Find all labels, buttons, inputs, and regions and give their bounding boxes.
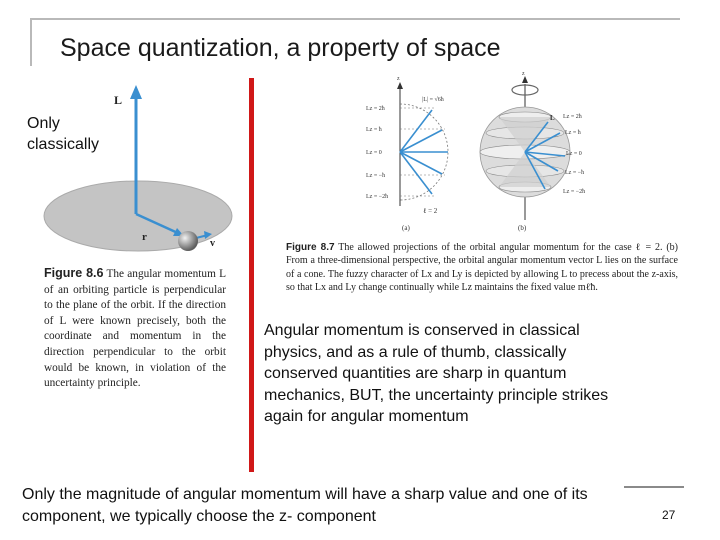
- figure-8-7-heading: Figure 8.7: [286, 242, 335, 253]
- magnitude-label: |L| = √6ħ: [422, 97, 444, 103]
- figure-8-7-text: The allowed projections of the orbital angular momentum for the case ℓ = 2. (b) From a three-dimensional perspective, the orbital angular momentum vector L lies on the surface of a cone. The fuzzy character of Lx and Ly is depicted by allowing L to precess about the z-axis, so that Lx and Ly change continually while Lz maintains the fixed value mℓħ.: [286, 242, 678, 293]
- page-number: 27: [662, 508, 676, 522]
- figure-8-7-illustration: [360, 70, 590, 238]
- figure-8-7-panel-a: [366, 76, 448, 232]
- left-level-4: Lz = −2ħ: [366, 194, 389, 200]
- figure-8-6-text: The angular momentum L of an orbiting particle is perpendicular to the plane of the orbit. If the direction of L were known precisely, both the coordinate and momentum in the direction perpendicular to the orbit would be known, in violation of the uncertainty principle.: [44, 268, 226, 390]
- left-level-2: Lz = 0: [366, 150, 382, 156]
- right-level-1: Lz = ħ: [565, 130, 581, 136]
- panel-b-label: (b): [518, 224, 527, 232]
- label-r: r: [142, 231, 147, 243]
- figure-8-6-caption: [44, 266, 226, 392]
- ell-label: ℓ = 2: [423, 207, 438, 215]
- red-divider-bar: [249, 78, 254, 472]
- panel-a-label: (a): [402, 224, 410, 232]
- axis-z-right: z: [522, 71, 525, 77]
- bottom-rule: [624, 486, 684, 488]
- figure-8-7-panel-b: [480, 71, 585, 232]
- right-level-2: Lz = 0: [566, 151, 582, 157]
- title-frame-left: [30, 18, 32, 66]
- label-v: v: [210, 238, 215, 249]
- left-level-3: Lz = −ħ: [366, 173, 386, 179]
- figure-8-6-illustration: [36, 80, 248, 260]
- title-frame-top: [30, 18, 680, 20]
- figure-8-7-caption: [286, 241, 678, 294]
- right-level-3: Lz = −ħ: [565, 170, 585, 176]
- left-level-0: Lz = 2ħ: [366, 106, 385, 112]
- classical-label-line1: Only: [27, 115, 60, 132]
- label-L: L: [114, 93, 123, 107]
- axis-z-left: z: [397, 76, 400, 82]
- footer-paragraph: Only the magnitude of angular momentum will have a sharp value and one of its component, we typically choose the z- component: [22, 486, 588, 525]
- body-paragraph: Angular momentum is conserved in classical physics, and as a rule of thumb, classically conserved quantities are sharp in quantum mechanics, BUT, the uncertainty principle strikes again for angular momentum: [264, 322, 609, 425]
- orbiting-particle: [178, 231, 198, 251]
- slide-title: Space quantization, a property of space: [60, 34, 501, 62]
- l-vector-arrowhead: [130, 85, 142, 99]
- figure-8-6-heading: Figure 8.6: [44, 266, 104, 280]
- left-level-1: Lz = ħ: [366, 127, 382, 133]
- classical-label-line2: classically: [27, 136, 100, 153]
- right-L-label: L: [550, 114, 555, 122]
- right-level-4: Lz = −2ħ: [563, 189, 586, 195]
- right-level-0: Lz = 2ħ: [563, 114, 582, 120]
